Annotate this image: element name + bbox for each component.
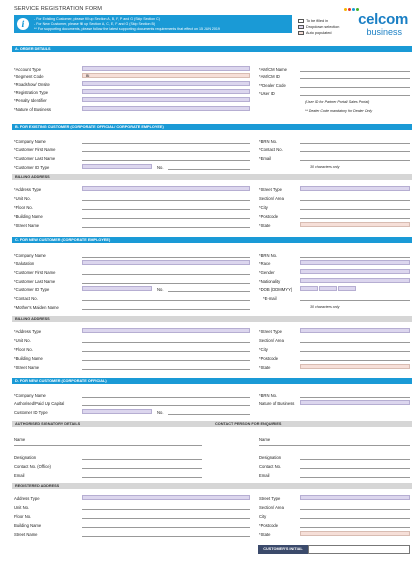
b-first-name-input[interactable] bbox=[82, 151, 250, 152]
sig-email-label: Email bbox=[14, 473, 25, 478]
c-section-label: Section/ Area bbox=[259, 338, 284, 343]
reg-address-type-select[interactable] bbox=[82, 495, 250, 500]
customer-initial-label: CUSTOMER'S INITIAL bbox=[258, 545, 308, 554]
b-id-no-input[interactable] bbox=[168, 169, 250, 170]
instructions-banner bbox=[14, 15, 292, 33]
c-billing-heading: BILLING ADDRESS bbox=[12, 316, 412, 322]
roadshow-label: *Roadshow/ Onsite bbox=[14, 82, 50, 87]
b-address-type-select[interactable] bbox=[82, 186, 250, 191]
customer-initial-input[interactable] bbox=[308, 545, 410, 554]
d-company-name-input[interactable] bbox=[82, 397, 250, 398]
user-id-label: *User ID bbox=[259, 91, 275, 96]
am-name-label: *AM/CM Name bbox=[259, 67, 287, 72]
c-city-input[interactable] bbox=[300, 351, 410, 352]
cp-designation-label: Designation bbox=[259, 455, 282, 460]
d-id-type-select[interactable] bbox=[82, 409, 152, 414]
b-contact-input[interactable] bbox=[300, 151, 410, 152]
penalty-identifier-label: *Penalty Identifier bbox=[14, 98, 47, 103]
c-state-label: *State bbox=[259, 365, 271, 370]
registered-address-heading: REGISTERED ADDRESS bbox=[12, 483, 412, 489]
c-nationality-select[interactable] bbox=[300, 278, 410, 283]
c-gender-label: *Gender bbox=[259, 270, 275, 275]
form-title: SERVICE REGISTRATION FORM bbox=[14, 6, 103, 12]
b-floor-input[interactable] bbox=[82, 209, 250, 210]
c-unit-label: *Unit No. bbox=[14, 338, 31, 343]
b-street-type-label: *Street Type bbox=[259, 187, 282, 192]
c-last-name-label: *Customer Last Name bbox=[14, 279, 56, 284]
c-salutation-select[interactable] bbox=[82, 260, 250, 265]
c-state-field bbox=[300, 364, 410, 369]
sig-contact-input[interactable] bbox=[82, 468, 202, 469]
b-state-label: *State bbox=[259, 223, 271, 228]
c-dob-label: *DOB (DDMMYY) bbox=[259, 287, 293, 292]
segment-code-field: BI bbox=[82, 73, 250, 78]
am-id-input[interactable] bbox=[300, 78, 410, 79]
c-city-label: *City bbox=[259, 347, 268, 352]
b-building-input[interactable] bbox=[82, 218, 250, 219]
b-street-name-input[interactable] bbox=[82, 227, 250, 228]
c-dob-yy-input[interactable] bbox=[338, 286, 356, 291]
c-building-label: *Building Name bbox=[14, 356, 43, 361]
c-email-label: *E-mail bbox=[263, 296, 277, 301]
legend-swatch bbox=[298, 31, 304, 35]
sig-name-input[interactable] bbox=[14, 445, 202, 446]
cp-contact-label: Contact No. bbox=[259, 464, 282, 469]
c-company-name-input[interactable] bbox=[82, 257, 250, 258]
reg-unit-label: Unit No. bbox=[14, 505, 30, 510]
nature-business-select[interactable] bbox=[82, 106, 250, 111]
c-brn-label: *BRN No. bbox=[259, 253, 278, 258]
contact-person-heading: CONTACT PERSON FOR ENQUIRIES bbox=[212, 421, 412, 427]
reg-postcode-label: *Postcode bbox=[259, 523, 279, 528]
c-address-type-select[interactable] bbox=[82, 328, 250, 333]
c-salutation-label: *Salutation bbox=[14, 261, 35, 266]
d-brn-label: *BRN No. bbox=[259, 393, 278, 398]
reg-unit-input[interactable] bbox=[82, 509, 250, 510]
c-company-name-label: *Company Name bbox=[14, 253, 46, 258]
section-c-heading: C. FOR NEW CUSTOMER (CORPORATE EMPLOYEE) bbox=[12, 237, 412, 243]
b-last-name-label: *Customer Last Name bbox=[14, 156, 56, 161]
reg-building-label: Building Name bbox=[14, 523, 42, 528]
c-id-no-label: No. bbox=[157, 287, 164, 292]
legend-swatch bbox=[298, 19, 304, 23]
c-chars-note: 30 characters only bbox=[310, 305, 340, 309]
cp-email-label: Email bbox=[259, 473, 270, 478]
legend-label: Auto populated bbox=[306, 31, 332, 35]
cp-name-label: Name bbox=[259, 437, 271, 442]
user-id-input[interactable] bbox=[300, 95, 410, 96]
b-city-input[interactable] bbox=[300, 209, 410, 210]
instruction-line: ** For supporting documents, please follow the latest supporting documents requirements that effect on 15 JUN 2019 bbox=[34, 27, 220, 31]
d-id-no-input[interactable] bbox=[168, 414, 250, 415]
reg-street-type-label: Street Type bbox=[259, 496, 281, 501]
d-nature-business-select[interactable] bbox=[300, 400, 410, 405]
celcom-logo: celcom bbox=[358, 11, 408, 28]
dealer-code-label: **Dealer Code bbox=[259, 83, 286, 88]
b-brn-label: *BRN No. bbox=[259, 139, 278, 144]
b-floor-label: *Floor No. bbox=[14, 205, 33, 210]
b-chars-note: 30 characters only bbox=[310, 165, 340, 169]
am-name-input[interactable] bbox=[300, 71, 410, 72]
b-contact-label: *Contact No. bbox=[259, 147, 283, 152]
c-id-type-label: *Customer ID Type bbox=[14, 287, 50, 292]
b-state-field bbox=[300, 222, 410, 227]
signatory-heading: AUTHORISED SIGNATORY DETAILS bbox=[12, 421, 212, 427]
b-first-name-label: *Customer First Name bbox=[14, 147, 56, 152]
d-capital-label: Authorised/Paid Up Capital bbox=[14, 401, 65, 406]
reg-postcode-input[interactable] bbox=[300, 527, 410, 528]
c-street-name-label: *Street Name bbox=[14, 365, 40, 370]
c-race-label: *Race bbox=[259, 261, 271, 266]
account-type-label: *Account Type bbox=[14, 67, 41, 72]
c-id-no-input[interactable] bbox=[168, 291, 250, 292]
c-race-select[interactable] bbox=[300, 260, 410, 265]
sig-name-label: Name bbox=[14, 437, 26, 442]
reg-city-input[interactable] bbox=[300, 518, 410, 519]
instruction-line: - For New Customer, please fill up Section A, C, E, F and G (Skip Section B) bbox=[34, 22, 156, 26]
reg-state-field bbox=[300, 531, 410, 536]
b-company-name-label: *Company Name bbox=[14, 139, 46, 144]
b-last-name-input[interactable] bbox=[82, 160, 250, 161]
cp-name-input[interactable] bbox=[259, 445, 410, 446]
b-building-label: *Building Name bbox=[14, 214, 43, 219]
b-street-type-select[interactable] bbox=[300, 186, 410, 191]
d-brn-input[interactable] bbox=[300, 397, 410, 398]
info-icon: i bbox=[17, 18, 29, 30]
nature-business-label: *Nature of Business bbox=[14, 107, 52, 112]
c-building-input[interactable] bbox=[82, 360, 250, 361]
reg-section-input[interactable] bbox=[300, 509, 410, 510]
c-contact-input[interactable] bbox=[82, 300, 250, 301]
c-dob-dd-input[interactable] bbox=[300, 286, 318, 291]
b-unit-label: *Unit No. bbox=[14, 196, 31, 201]
reg-state-label: *State bbox=[259, 532, 271, 537]
b-company-name-input[interactable] bbox=[82, 143, 250, 144]
c-section-input[interactable] bbox=[300, 342, 410, 343]
reg-floor-label: Floor No. bbox=[14, 514, 32, 519]
c-nationality-label: *Nationality bbox=[259, 279, 281, 284]
reg-floor-input[interactable] bbox=[82, 518, 250, 519]
b-id-type-select[interactable] bbox=[82, 164, 152, 169]
c-postcode-input[interactable] bbox=[300, 360, 410, 361]
instruction-line: - For Existing Customer, please fill up Section A, B, F, P and G (Skip Section C) bbox=[34, 17, 160, 21]
user-id-note: (User ID for Partner Portal/ Sales Portal) bbox=[305, 100, 370, 104]
c-first-name-input[interactable] bbox=[82, 274, 250, 275]
c-id-type-select[interactable] bbox=[82, 286, 152, 291]
dealer-code-input[interactable] bbox=[300, 87, 410, 88]
b-id-no-label: No. bbox=[157, 165, 164, 170]
reg-address-type-label: Address Type bbox=[14, 496, 40, 501]
c-floor-label: *Floor No. bbox=[14, 347, 33, 352]
reg-city-label: City bbox=[259, 514, 267, 519]
cp-contact-input[interactable] bbox=[300, 468, 410, 469]
d-id-type-label: Customer ID Type bbox=[14, 410, 48, 415]
reg-building-input[interactable] bbox=[82, 527, 250, 528]
b-section-label: Section/ Area bbox=[259, 196, 284, 201]
dealer-code-note: ** Dealer Code mandatory for Dealer Only bbox=[305, 109, 373, 113]
reg-section-label: Section/ Area bbox=[259, 505, 284, 510]
legend bbox=[298, 18, 339, 36]
b-postcode-input[interactable] bbox=[300, 218, 410, 219]
c-floor-input[interactable] bbox=[82, 351, 250, 352]
c-street-name-input[interactable] bbox=[82, 369, 250, 370]
c-gender-select[interactable] bbox=[300, 269, 410, 274]
b-email-input[interactable] bbox=[300, 160, 410, 161]
b-brn-input[interactable] bbox=[300, 143, 410, 144]
c-dob-mm-input[interactable] bbox=[319, 286, 337, 291]
section-a-heading: A. ORDER DETAILS bbox=[12, 46, 412, 52]
d-company-name-label: *Company Name bbox=[14, 393, 46, 398]
d-capital-input[interactable] bbox=[82, 405, 250, 406]
b-section-input[interactable] bbox=[300, 200, 410, 201]
cp-designation-input[interactable] bbox=[300, 459, 410, 460]
account-type-select[interactable] bbox=[82, 66, 250, 71]
reg-street-name-label: Street Name bbox=[14, 532, 38, 537]
registration-type-select[interactable] bbox=[82, 89, 250, 94]
c-street-type-label: *Street Type bbox=[259, 329, 282, 334]
b-email-label: *Email bbox=[259, 156, 272, 161]
c-first-name-label: *Customer First Name bbox=[14, 270, 56, 275]
section-d-heading: D. FOR NEW CUSTOMER (CORPORATE OFFICIAL) bbox=[12, 378, 412, 384]
segment-code-label: *Segment Code bbox=[14, 74, 44, 79]
c-street-type-select[interactable] bbox=[300, 328, 410, 333]
legend-swatch bbox=[298, 25, 304, 29]
reg-street-name-input[interactable] bbox=[82, 536, 250, 537]
c-mother-name-input[interactable] bbox=[82, 309, 250, 310]
section-b-heading: B. FOR EXISTING CUSTOMER (CORPORATE OFFICIAL/ CORPORATE EMPLOYEE) bbox=[12, 124, 412, 130]
registration-type-label: *Registration Type bbox=[14, 90, 49, 95]
sig-contact-label: Contact No. (Office) bbox=[14, 464, 51, 469]
c-unit-input[interactable] bbox=[82, 342, 250, 343]
b-id-type-label: *Customer ID Type bbox=[14, 165, 50, 170]
sig-email-input[interactable] bbox=[82, 477, 202, 478]
c-brn-input[interactable] bbox=[300, 257, 410, 258]
b-billing-heading: BILLING ADDRESS bbox=[12, 174, 412, 180]
b-postcode-label: *Postcode bbox=[259, 214, 279, 219]
sig-designation-input[interactable] bbox=[82, 459, 202, 460]
b-unit-input[interactable] bbox=[82, 200, 250, 201]
cp-email-input[interactable] bbox=[300, 477, 410, 478]
c-address-type-label: *Address Type bbox=[14, 329, 42, 334]
d-nature-business-label: Nature of Business bbox=[259, 401, 295, 406]
penalty-identifier-select[interactable] bbox=[82, 97, 250, 102]
celcom-logo-sub: business bbox=[366, 27, 402, 37]
reg-street-type-select[interactable] bbox=[300, 495, 410, 500]
c-mother-name-label: *Mother's Maiden Name bbox=[14, 305, 59, 310]
c-email-input[interactable] bbox=[300, 300, 410, 301]
b-city-label: *City bbox=[259, 205, 268, 210]
b-address-type-label: *Address Type bbox=[14, 187, 42, 192]
legend-label: Dropdown selection bbox=[306, 25, 340, 29]
c-last-name-input[interactable] bbox=[82, 283, 250, 284]
c-postcode-label: *Postcode bbox=[259, 356, 279, 361]
c-contact-label: *Contact No. bbox=[14, 296, 38, 301]
am-id-label: *AM/CM ID bbox=[259, 74, 280, 79]
d-id-no-label: No. bbox=[157, 410, 164, 415]
legend-label: To be filled in bbox=[306, 19, 329, 23]
sig-designation-label: Designation bbox=[14, 455, 37, 460]
b-street-name-label: *Street Name bbox=[14, 223, 40, 228]
roadshow-select[interactable] bbox=[82, 81, 250, 86]
